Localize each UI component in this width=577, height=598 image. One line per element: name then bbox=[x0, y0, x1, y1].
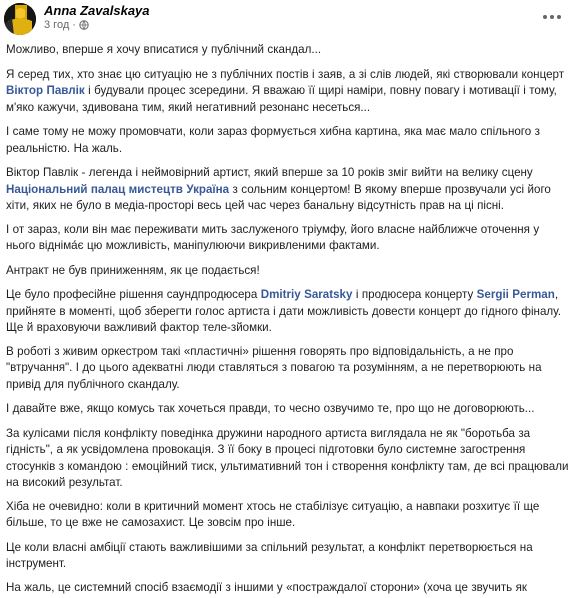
post-paragraph bbox=[6, 165, 571, 215]
post-paragraph bbox=[6, 287, 571, 337]
paragraph-text: І саме тому не можу промовчати, коли зараз формується хибна картина, яка має мало спільного з реальністю. На жаль. bbox=[6, 125, 540, 155]
avatar-image bbox=[4, 3, 36, 35]
paragraph-text: Я серед тих, хто знає цю ситуацію не з публічних постів і заяв, а зі слів людей, які створювали концерт bbox=[6, 67, 565, 81]
post-paragraph bbox=[6, 42, 571, 59]
paragraph-text: і продюсера концерту bbox=[352, 288, 477, 301]
paragraph-text: Це було професійне рішення саундпродюсера bbox=[6, 288, 261, 301]
mention-sergii-perman[interactable]: Sergii Perman bbox=[476, 288, 555, 301]
paragraph-text: І давайте вже, якщо комусь так хочеться правди, то чесно озвучимо те, про що не договорюють... bbox=[6, 402, 535, 415]
meta-separator: · bbox=[72, 19, 76, 31]
author-avatar[interactable] bbox=[4, 3, 36, 35]
paragraph-text: Антракт не був приниженням, як це подається! bbox=[6, 263, 260, 277]
paragraph-text: І от зараз, коли він має переживати мить заслуженого тріумфу, його власне найближче оточення у нього відніма́є цю можливість, маніпулюючи викривленими фактами. bbox=[6, 222, 540, 252]
post-paragraph bbox=[6, 67, 571, 117]
post-paragraph bbox=[6, 222, 571, 255]
post-paragraph bbox=[6, 580, 571, 597]
mention-national-palace[interactable]: Національний палац мистецтв Україна bbox=[6, 182, 230, 196]
post-paragraph bbox=[6, 426, 571, 492]
post-meta bbox=[44, 19, 89, 31]
paragraph-text: Хіба не очевидно: коли в критичний момент хтось не стабілізує ситуацію, а навпаки розхитує її ще більше, то це вже не самозахист. Це зовсім про інше. bbox=[6, 499, 540, 529]
paragraph-text: , прийняте в моменті, щоб зберегти голос артиста і дати можливість довести концерт до гідного фіналу. Ще й враховуючи важливий фактор теле-зйомки. bbox=[6, 288, 562, 334]
paragraph-text: з сольним концертом! В якому вперше прозвучали усі його хіти, яких не було в медіа-просторі весь цей час через банальну відсутність прав на ці пісні. bbox=[6, 182, 551, 212]
paragraph-text: В роботі з живим оркестром такі «пластичні» рішення говорять про відповідальність, а не про "втручання". І до цього адекватні люди ставляться з повагою та розумінням, а не перетворюють на привід для публічного скандалу. bbox=[6, 344, 542, 391]
post-paragraph bbox=[6, 401, 571, 418]
mention-viktor-pavlik[interactable]: Віктор Павлік bbox=[6, 84, 85, 97]
more-dot bbox=[550, 15, 554, 19]
more-dot bbox=[543, 15, 547, 19]
post-paragraph bbox=[6, 344, 571, 394]
paragraph-text: і будували процес зсередини. Я вважаю її щирі наміри, повну повагу і мотивації і тому, м'яко кажучи, здивована тим, який негативний резонанс несеться... bbox=[6, 84, 557, 114]
paragraph-text: На жаль, це системний спосіб взаємодії з іншими у «постраждалої сторони» (хоча це звучить як bbox=[6, 580, 527, 594]
post-paragraph bbox=[6, 263, 571, 280]
post-text bbox=[6, 42, 571, 596]
post-paragraph bbox=[6, 499, 571, 532]
post-paragraph bbox=[6, 540, 571, 573]
paragraph-text: Це коли власні амбіції стають важливішими за спільний результат, а конфлікт перетворюється на інструмент. bbox=[6, 540, 533, 570]
paragraph-text: Віктор Павлік - легенда і неймовірний артист, який вперше за 10 років зміг вийти на велику сцену bbox=[6, 166, 533, 179]
more-options-icon[interactable] bbox=[540, 10, 564, 24]
globe-icon bbox=[79, 20, 89, 30]
mention-dmitriy-saratsky[interactable]: Dmitriy Saratsky bbox=[260, 288, 353, 301]
post-paragraph bbox=[6, 124, 571, 157]
post-time[interactable]: 3 год bbox=[44, 19, 70, 31]
more-dot bbox=[557, 15, 561, 19]
paragraph-text: Можливо, вперше я хочу вписатися у публічний скандал... bbox=[6, 43, 322, 56]
post-header bbox=[0, 0, 577, 34]
paragraph-text: За кулісами після конфлікту поведінка дружини народного артиста виглядала не як "боротьба за гідність", а як усвідомлена провокація. З її боку в процесі підготовки було системне загострення стосунків з командою : емоційний тиск, ультимативний тон і створення конфлікту там, де всі працювали на високий результат. bbox=[6, 426, 569, 489]
author-name[interactable]: Anna Zavalskaya bbox=[44, 3, 150, 18]
